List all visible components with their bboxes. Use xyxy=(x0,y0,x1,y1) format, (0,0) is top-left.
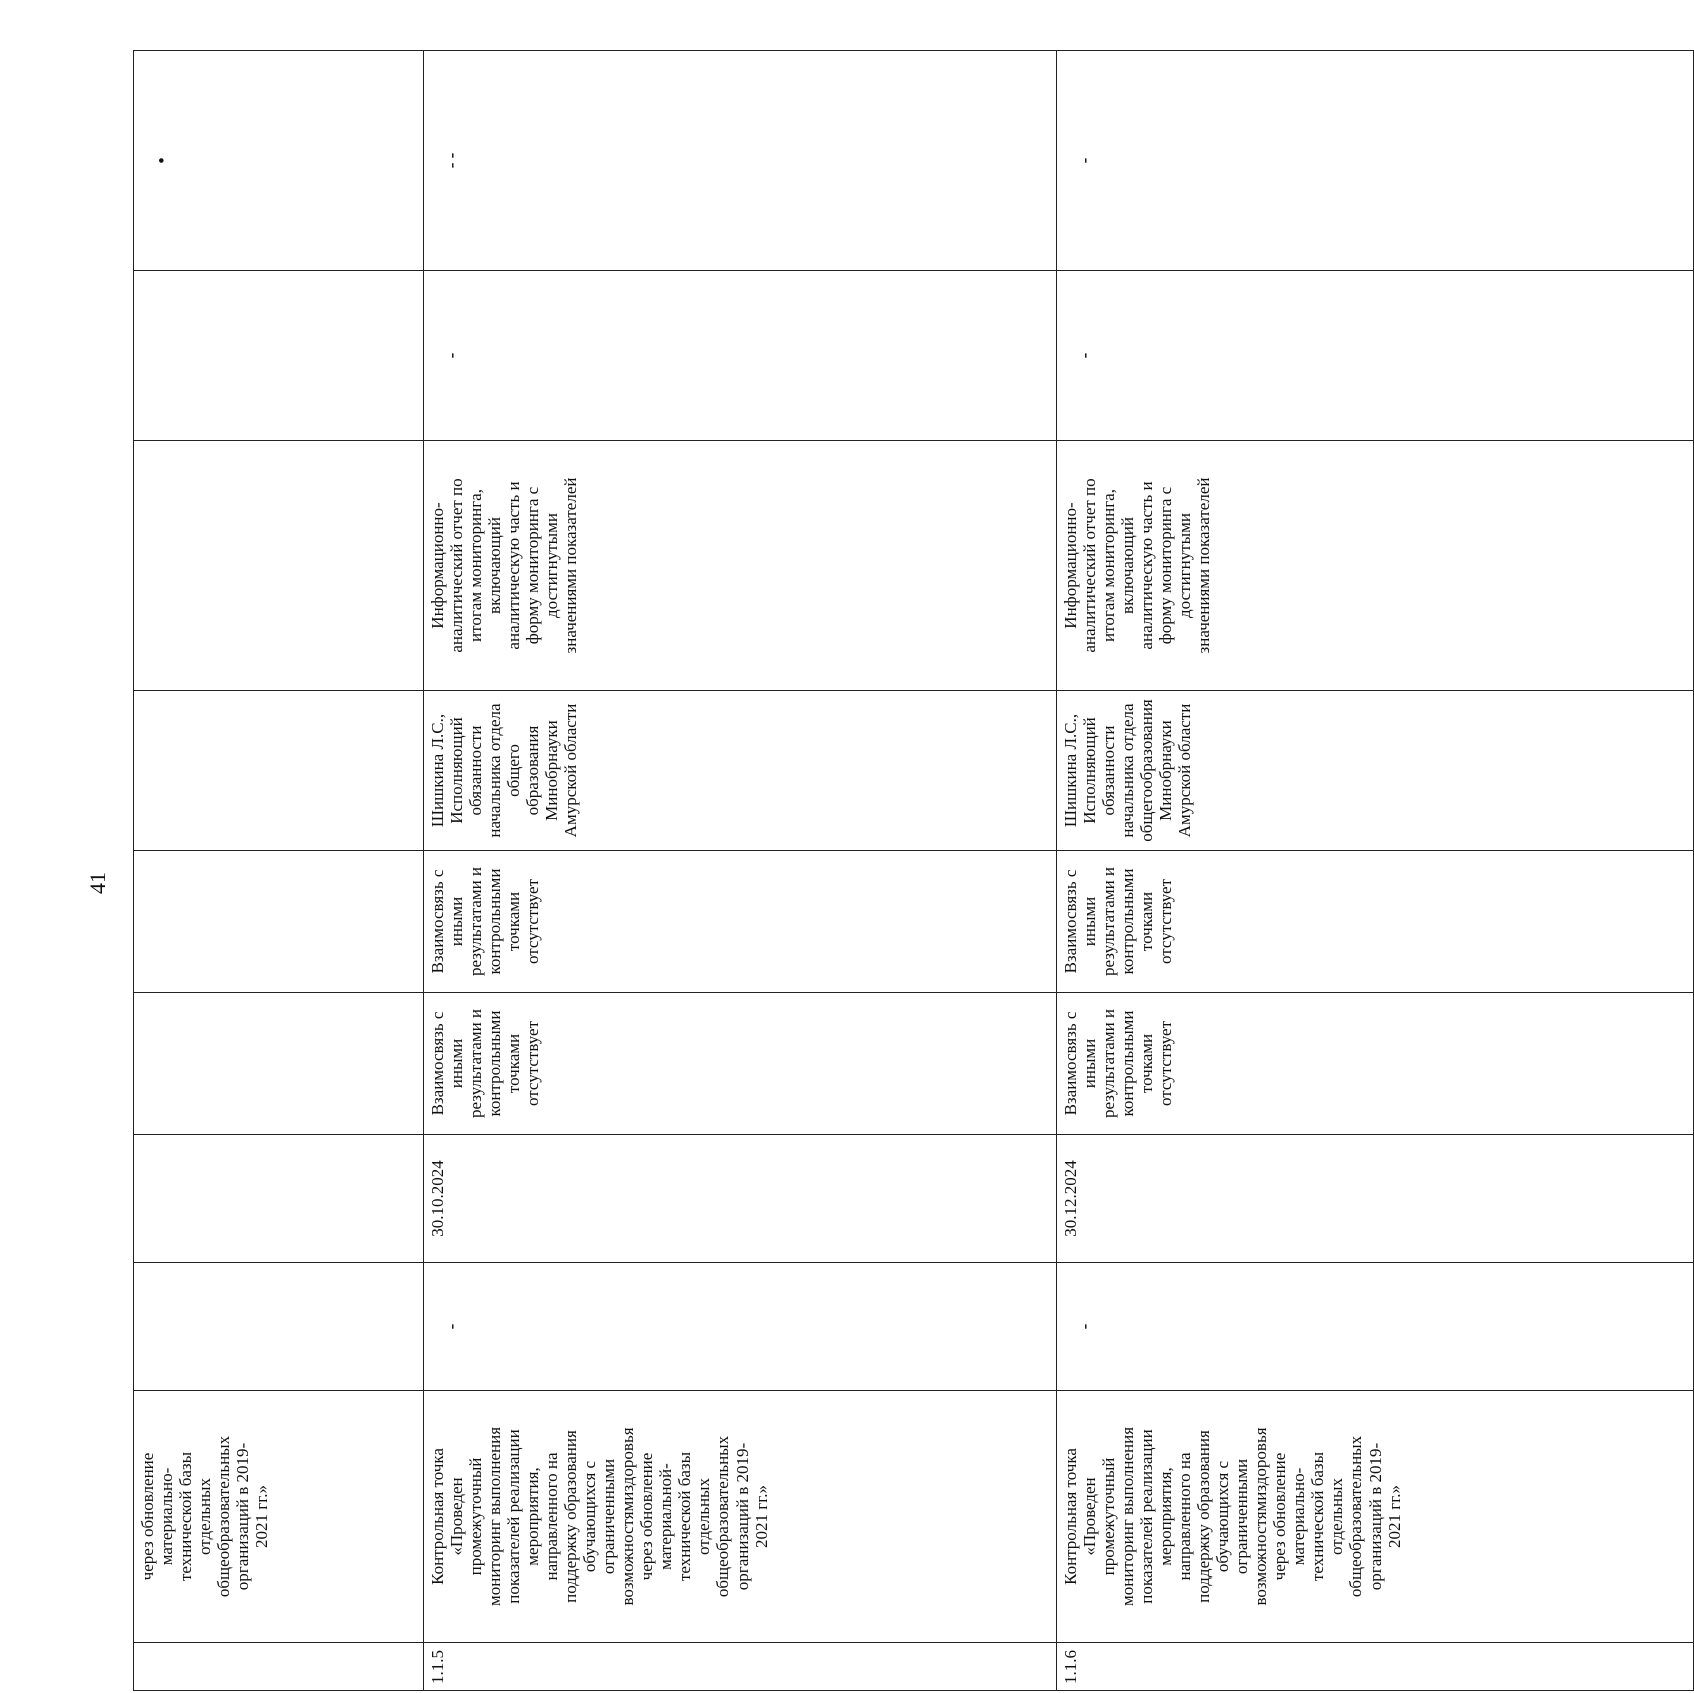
row-responsible: Шишкина Л.С., Исполняющий обязанности начальника отдела общегообразования Минобрнауки Амурской области xyxy=(1057,691,1694,851)
row-ic-code: - - xyxy=(424,51,1057,271)
row-name: Контрольная точка «Проведен промежуточный мониторинг выполнения показателей реализации мероприятия, направленного на поддержку образования обучающихся с ограниченными возможностямиздоровья через обновление материально- технической базы отдельных общеобразовательных организаций в 2019- 2021 гг.» xyxy=(1057,1391,1694,1643)
row-start: - xyxy=(1057,1263,1694,1391)
row-name: Контрольная точка «Проведен промежуточный мониторинг выполнения показателей реализации мероприятия, направленного на поддержку образования обучающихся с ограниченными возможностямиздоровья через обновление материальной- технической базы отдельных общеобразовательных организаций в 2019- 2021 гг.» xyxy=(424,1391,1057,1643)
row-next: Взаимосвязь с иными результатами и контрольными точками отсутствует xyxy=(1057,851,1694,993)
row-next: Взаимосвязь с иными результатами и контрольными точками отсутствует xyxy=(424,851,1057,993)
control-points-table xyxy=(133,50,1694,1691)
row-ic-type xyxy=(134,271,424,441)
row-name: через обновление материально- технической базы отдельных общеобразовательных организаций в 2019- 2021 гг.» xyxy=(134,1391,424,1643)
table-row xyxy=(424,51,1057,1691)
row-prev: Взаимосвязь с иными результатами и контрольными точками отсутствует xyxy=(424,993,1057,1135)
row-number xyxy=(134,1643,424,1691)
row-number: 1.1.6 xyxy=(1057,1643,1694,1691)
row-result xyxy=(134,441,424,691)
row-ic-type: - xyxy=(424,271,1057,441)
row-responsible xyxy=(134,691,424,851)
row-end: 30.10.2024 xyxy=(424,1135,1057,1263)
page-number: 41 xyxy=(85,872,110,894)
row-result: Информационно- аналитический отчет по итогам мониторинга, включающий аналитическую часть и форму мониторинга с достигнутыми значениями показателей xyxy=(1057,441,1694,691)
row-prev: Взаимосвязь с иными результатами и контрольными точками отсутствует xyxy=(1057,993,1694,1135)
row-start: - xyxy=(424,1263,1057,1391)
row-result: Информационно- аналитический отчет по итогам мониторинга, включающий аналитическую часть и форму мониторинга с достигнутыми значениями показателей xyxy=(424,441,1057,691)
rotated-table-wrapper xyxy=(133,51,1693,1691)
table-row xyxy=(134,51,424,1691)
row-ic-code: - xyxy=(1057,51,1694,271)
row-responsible: Шишкина Л.С., Исполняющий обязанности начальника отдела общего образования Минобрнауки Амурской области xyxy=(424,691,1057,851)
row-number: 1.1.5 xyxy=(424,1643,1057,1691)
row-end xyxy=(134,1135,424,1263)
row-prev xyxy=(134,993,424,1135)
row-end: 30.12.2024 xyxy=(1057,1135,1694,1263)
row-start xyxy=(134,1263,424,1391)
row-next xyxy=(134,851,424,993)
row-ic-code: • xyxy=(134,51,424,271)
row-ic-type: - xyxy=(1057,271,1694,441)
table-row xyxy=(1057,51,1694,1691)
